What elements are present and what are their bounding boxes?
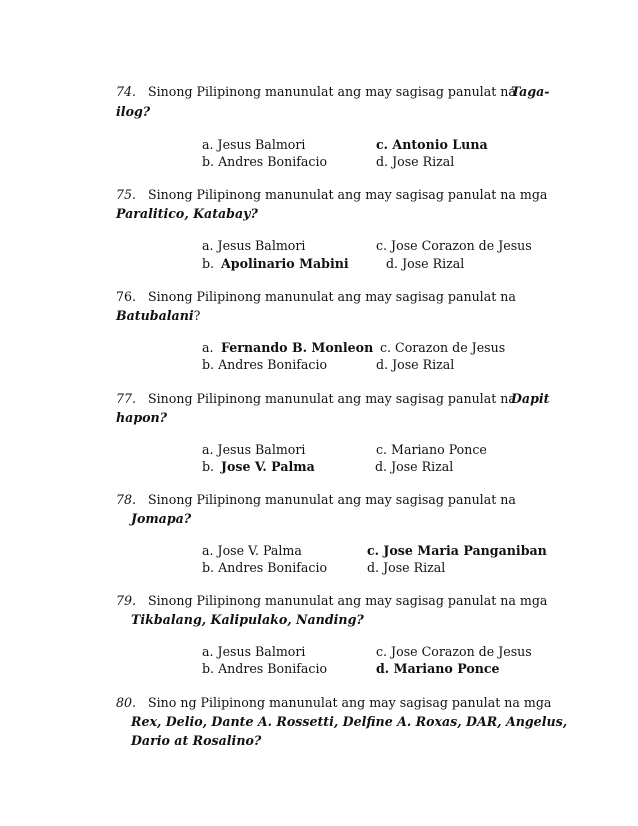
question-emphasis: hapon? [116, 410, 168, 425]
option-a: a. Jesus Balmori [202, 644, 306, 659]
option-b: b. Andres Bonifacio [202, 661, 328, 676]
question-emphasis: Dapit [511, 391, 550, 406]
question-emphasis: Jomapa? [131, 511, 192, 526]
option-b: b. Andres Bonifacio [202, 560, 328, 575]
question-74 [116, 82, 556, 102]
option-c: c. Jose Maria Panganiban [367, 543, 547, 558]
question-number: 79. [116, 593, 137, 608]
option-d: d. Jose Rizal [367, 560, 446, 575]
question-emphasis: Batubalani [116, 308, 194, 323]
question-emphasis: Taga- [511, 84, 550, 99]
option-c: c. Jose Corazon de Jesus [376, 238, 532, 253]
option-b: b. Andres Bonifacio [202, 154, 328, 169]
question-emphasis: ilog? [116, 104, 151, 119]
option-a: Fernando B. Monleon [221, 340, 374, 355]
option-b: Apolinario Mabini [221, 256, 349, 271]
question-text: Sinong Pilipinong manunulat ang may sagisag panulat na mga [148, 187, 548, 202]
option-b: Jose V. Palma [221, 459, 315, 474]
option-d: d. Jose Rizal [375, 459, 454, 474]
question-number: 75. [116, 187, 137, 202]
question-76 [116, 287, 556, 307]
question-75 [116, 185, 556, 205]
question-text: Sinong Pilipinong manunulat ang may sagisag panulat na [148, 492, 516, 507]
option-b: b. Andres Bonifacio [202, 357, 328, 372]
question-number: 76. [116, 289, 137, 304]
option-c: c. Corazon de Jesus [380, 340, 506, 355]
option-a-letter: a. [202, 340, 214, 355]
question-80 [116, 693, 556, 713]
option-c: c. Antonio Luna [376, 137, 488, 152]
option-a: a. Jesus Balmori [202, 238, 306, 253]
option-a: a. Jesus Balmori [202, 442, 306, 457]
option-d: d. Jose Rizal [386, 256, 465, 271]
question-text: Sinong Pilipinong manunulat ang may sagisag panulat na mga [148, 593, 548, 608]
question-continuation [116, 306, 200, 326]
question-number: 74. [116, 84, 137, 99]
question-number: 78. [116, 492, 137, 507]
option-a: a. Jesus Balmori [202, 137, 306, 152]
question-number: 80. [116, 695, 137, 710]
question-tail: ? [193, 308, 201, 323]
question-emphasis: Paralitico, Katabay? [116, 206, 258, 221]
question-text: Sinong Pilipinong manunulat ang may sagisag panulat na [148, 391, 516, 406]
option-a: a. Jose V. Palma [202, 543, 302, 558]
question-text: Sinong Pilipinong manunulat ang may sagisag panulat na [148, 84, 516, 99]
option-b-letter: b. [202, 459, 215, 474]
question-number: 77. [116, 391, 137, 406]
option-d: d. Jose Rizal [376, 154, 455, 169]
option-c: c. Jose Corazon de Jesus [376, 644, 532, 659]
question-text: Sino ng Pilipinong manunulat ang may sagisag panulat na mga [148, 695, 552, 710]
question-77 [116, 389, 556, 409]
question-text: Sinong Pilipinong manunulat ang may sagisag panulat na [148, 289, 516, 304]
question-emphasis: Dario at Rosalino? [131, 733, 262, 748]
option-b-letter: b. [202, 256, 215, 271]
option-d: d. Jose Rizal [376, 357, 455, 372]
question-79 [116, 591, 556, 611]
option-d: d. Mariano Ponce [376, 661, 500, 676]
option-c: c. Mariano Ponce [376, 442, 487, 457]
question-emphasis: Tikbalang, Kalipulako, Nanding? [131, 612, 364, 627]
question-78 [116, 490, 556, 510]
question-emphasis: Rex, Delio, Dante A. Rossetti, Delfine A. Roxas, DAR, Angelus, [131, 714, 568, 729]
